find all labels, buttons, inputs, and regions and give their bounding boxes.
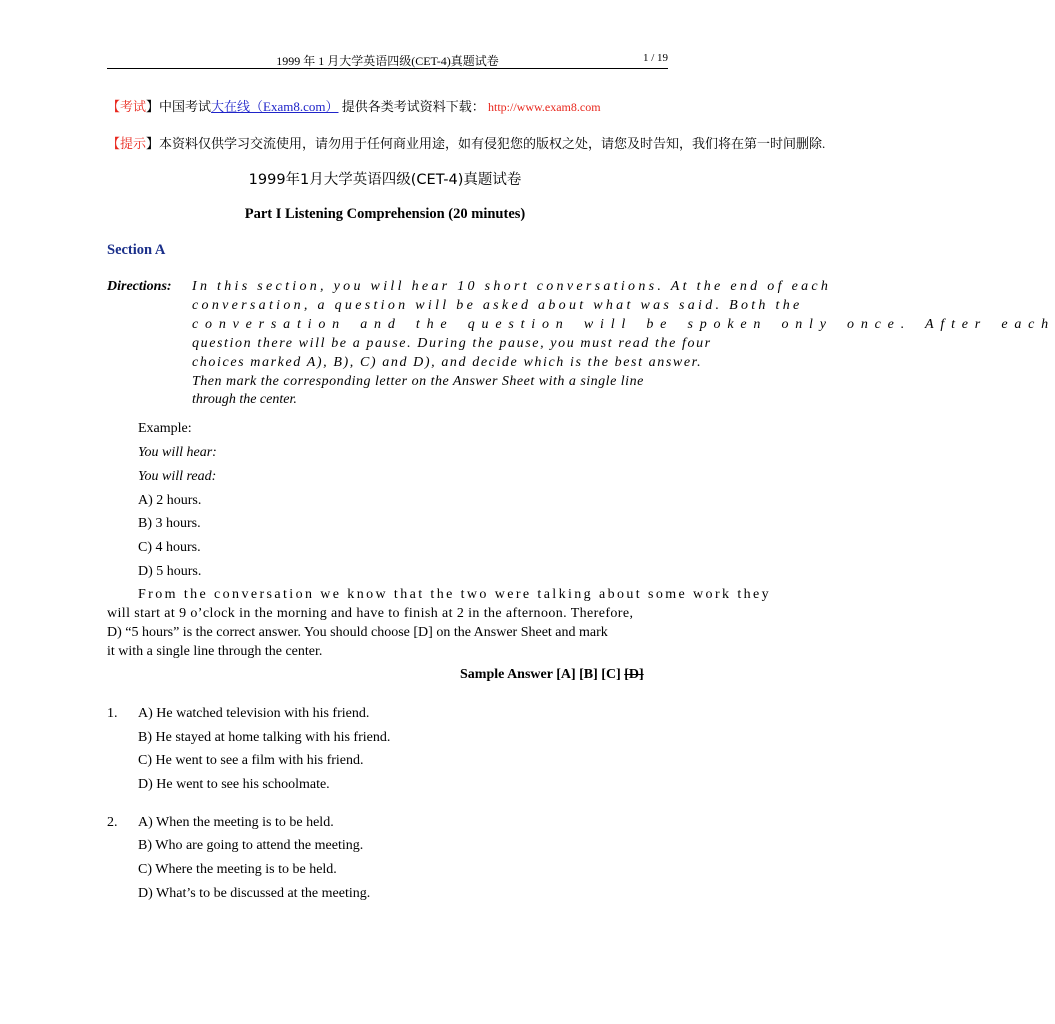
explanation-line: it with a single line through the center.	[107, 644, 323, 659]
directions-line: conversation, a question will be asked about what was said. Both the	[192, 298, 803, 313]
example-option: A) 2 hours.	[138, 493, 202, 508]
page-number: 1 / 19	[642, 52, 668, 64]
question-option: C) He went to see a film with his friend.	[138, 753, 364, 768]
directions-line: conversation and the question will be spoken only once. After each	[192, 317, 1055, 332]
explanation-line: D) “5 hours” is the correct answer. You should choose [D] on the Answer Sheet and mark	[107, 625, 608, 640]
sample-answer-marked: [D]	[624, 667, 644, 682]
directions-line: Then mark the corresponding letter on the Answer Sheet with a single line	[192, 374, 644, 389]
example-option: D) 5 hours.	[138, 564, 202, 579]
tip-text: 】本资料仅供学习交流使用，请勿用于任何商业用途，如有侵犯您的版权之处，请您及时告知，我们将在第一时间删除.	[146, 136, 826, 151]
question-option: A) He watched television with his friend.	[138, 706, 370, 721]
directions-label: Directions:	[107, 279, 172, 294]
notice-text-2: 提供各类考试资料下载：	[338, 99, 485, 114]
question-number: 2.	[107, 815, 118, 830]
tip-tag: 【提示	[107, 136, 147, 151]
page-header	[107, 52, 668, 69]
question-option: D) He went to see his schoolmate.	[138, 777, 330, 792]
question-number: 1.	[107, 706, 118, 721]
question-option: B) He stayed at home talking with his friend.	[138, 730, 391, 745]
directions-line: through the center.	[192, 392, 297, 407]
directions-line: question there will be a pause. During the pause, you must read the four	[192, 336, 712, 351]
example-option: C) 4 hours.	[138, 540, 201, 555]
example-hear: You will hear:	[138, 445, 217, 460]
question-option: D) What’s to be discussed at the meeting.	[138, 886, 371, 901]
notice-line-1	[107, 96, 601, 115]
example-label: Example:	[138, 421, 192, 436]
part-title: Part I Listening Comprehension (20 minutes)	[244, 206, 526, 222]
question-option: C) Where the meeting is to be held.	[138, 862, 337, 877]
sample-answer-label: Sample Answer [A] [B] [C]	[460, 667, 625, 682]
example-read: You will read:	[138, 469, 217, 484]
header-title: 1999 年 1 月大学英语四级(CET-4)真题试卷	[276, 54, 499, 68]
example-option: B) 3 hours.	[138, 516, 201, 531]
question-option: A) When the meeting is to be held.	[138, 815, 334, 830]
directions-line: In this section, you will hear 10 short conversations. At the end of each	[192, 279, 832, 294]
notice-text: 】中国考试	[146, 99, 212, 114]
exam8-link[interactable]: 大在线（Exam8.com）	[211, 99, 339, 114]
document-title: 1999年1月大学英语四级(CET-4)真题试卷	[248, 172, 522, 188]
notice-tag: 【考试	[107, 99, 147, 114]
explanation-line: From the conversation we know that the two were talking about some work they	[138, 587, 772, 602]
explanation-line: will start at 9 o’clock in the morning and have to finish at 2 in the afternoon. Therefore,	[107, 606, 634, 621]
section-title: Section A	[107, 242, 166, 258]
exam8-url[interactable]: http://www.exam8.com	[488, 100, 601, 114]
notice-line-2	[107, 133, 825, 152]
sample-answer	[460, 667, 644, 683]
question-option: B) Who are going to attend the meeting.	[138, 838, 364, 853]
directions-line: choices marked A), B), C) and D), and decide which is the best answer.	[192, 355, 703, 370]
